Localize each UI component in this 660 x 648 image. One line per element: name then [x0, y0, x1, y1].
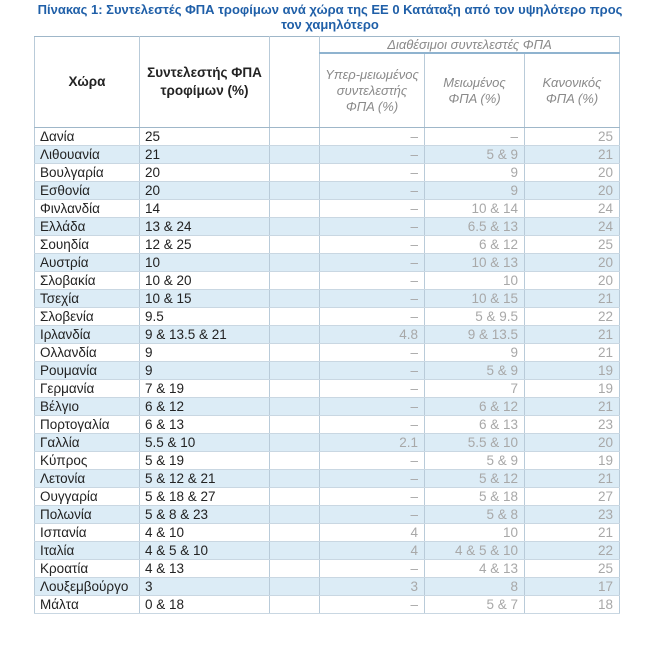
standard-cell: 19: [525, 362, 620, 380]
super-reduced-cell: –: [320, 272, 425, 290]
super-reduced-cell: –: [320, 308, 425, 326]
reduced-cell: 10 & 15: [425, 290, 525, 308]
super-reduced-cell: 4: [320, 524, 425, 542]
caption-line-1: Πίνακας 1: Συντελεστές ΦΠΑ τροφίμων ανά χώρα της ΕΕ 0 Κατάταξη από τον υψηλότερο προς: [37, 2, 623, 17]
country-cell: Βουλγαρία: [35, 164, 140, 182]
table-row: [35, 326, 620, 344]
super-reduced-cell: –: [320, 380, 425, 398]
food-rate-cell: 10 & 20: [140, 272, 270, 290]
food-rate-cell: 6 & 12: [140, 398, 270, 416]
spacer-cell: [270, 596, 320, 614]
spacer-cell: [270, 344, 320, 362]
country-cell: Ελλάδα: [35, 218, 140, 236]
food-rate-cell: 6 & 13: [140, 416, 270, 434]
super-reduced-cell: 4.8: [320, 326, 425, 344]
country-cell: Ιρλανδία: [35, 326, 140, 344]
reduced-cell: 6 & 13: [425, 416, 525, 434]
country-cell: Πορτογαλία: [35, 416, 140, 434]
reduced-cell: 9: [425, 182, 525, 200]
food-rate-cell: 9 & 13.5 & 21: [140, 326, 270, 344]
food-rate-cell: 3: [140, 578, 270, 596]
spacer-cell: [270, 470, 320, 488]
header-super-reduced: Υπερ-μειωμένος συντελεστής ΦΠΑ (%): [320, 53, 425, 127]
reduced-cell: 5 & 9: [425, 362, 525, 380]
table-row: [35, 344, 620, 362]
spacer-cell: [270, 434, 320, 452]
food-rate-cell: 10: [140, 254, 270, 272]
super-reduced-cell: –: [320, 146, 425, 164]
standard-cell: 25: [525, 128, 620, 146]
header-standard: Κανονικός ΦΠΑ (%): [525, 53, 620, 127]
spacer-cell: [270, 290, 320, 308]
super-reduced-cell: –: [320, 452, 425, 470]
spacer-cell: [270, 308, 320, 326]
super-reduced-cell: –: [320, 254, 425, 272]
header-available-rates: Διαθέσιμοι συντελεστές ΦΠΑ: [320, 37, 620, 54]
standard-cell: 21: [525, 146, 620, 164]
spacer-cell: [270, 254, 320, 272]
table-row: [35, 290, 620, 308]
super-reduced-cell: –: [320, 290, 425, 308]
food-rate-cell: 7 & 19: [140, 380, 270, 398]
standard-cell: 21: [525, 398, 620, 416]
spacer-cell: [270, 164, 320, 182]
food-rate-cell: 5 & 19: [140, 452, 270, 470]
spacer-cell: [270, 452, 320, 470]
country-cell: Ολλανδία: [35, 344, 140, 362]
country-cell: Φινλανδία: [35, 200, 140, 218]
food-rate-cell: 4 & 13: [140, 560, 270, 578]
standard-cell: 22: [525, 542, 620, 560]
spacer-cell: [270, 578, 320, 596]
food-rate-cell: 25: [140, 128, 270, 146]
reduced-cell: 4 & 13: [425, 560, 525, 578]
table-row: [35, 524, 620, 542]
table-row: [35, 542, 620, 560]
food-rate-cell: 21: [140, 146, 270, 164]
table-row: [35, 308, 620, 326]
food-rate-cell: 20: [140, 182, 270, 200]
spacer-cell: [270, 236, 320, 254]
spacer-cell: [270, 146, 320, 164]
reduced-cell: 8: [425, 578, 525, 596]
table-row: [35, 578, 620, 596]
standard-cell: 19: [525, 380, 620, 398]
country-cell: Δανία: [35, 128, 140, 146]
food-rate-cell: 5 & 18 & 27: [140, 488, 270, 506]
reduced-cell: –: [425, 128, 525, 146]
reduced-cell: 10: [425, 524, 525, 542]
table-row: [35, 596, 620, 614]
country-cell: Ισπανία: [35, 524, 140, 542]
standard-cell: 25: [525, 236, 620, 254]
header-country: Χώρα: [35, 37, 140, 128]
table-body: [35, 128, 620, 614]
country-cell: Εσθονία: [35, 182, 140, 200]
food-rate-cell: 9: [140, 344, 270, 362]
table-row: [35, 272, 620, 290]
table-row: [35, 200, 620, 218]
standard-cell: 20: [525, 182, 620, 200]
super-reduced-cell: –: [320, 236, 425, 254]
table-row: [35, 380, 620, 398]
country-cell: Κύπρος: [35, 452, 140, 470]
header-food-rate: Συντελεστής ΦΠΑ τροφίμων (%): [140, 37, 270, 128]
super-reduced-cell: 4: [320, 542, 425, 560]
spacer-cell: [270, 416, 320, 434]
super-reduced-cell: –: [320, 344, 425, 362]
reduced-cell: 5 & 9.5: [425, 308, 525, 326]
standard-cell: 23: [525, 416, 620, 434]
reduced-cell: 10 & 13: [425, 254, 525, 272]
reduced-cell: 5 & 12: [425, 470, 525, 488]
table-row: [35, 470, 620, 488]
table-row: [35, 254, 620, 272]
country-cell: Τσεχία: [35, 290, 140, 308]
super-reduced-cell: –: [320, 416, 425, 434]
country-cell: Ουγγαρία: [35, 488, 140, 506]
vat-rates-table: [34, 36, 620, 614]
spacer-cell: [270, 560, 320, 578]
country-cell: Λετονία: [35, 470, 140, 488]
super-reduced-cell: –: [320, 218, 425, 236]
table-row: [35, 128, 620, 146]
table-row: [35, 416, 620, 434]
food-rate-cell: 4 & 10: [140, 524, 270, 542]
food-rate-cell: 9: [140, 362, 270, 380]
food-rate-cell: 20: [140, 164, 270, 182]
country-cell: Σουηδία: [35, 236, 140, 254]
standard-cell: 24: [525, 200, 620, 218]
super-reduced-cell: –: [320, 398, 425, 416]
spacer-cell: [270, 182, 320, 200]
food-rate-cell: 5 & 8 & 23: [140, 506, 270, 524]
table-row: [35, 560, 620, 578]
country-cell: Σλοβακία: [35, 272, 140, 290]
reduced-cell: 9: [425, 344, 525, 362]
food-rate-cell: 9.5: [140, 308, 270, 326]
reduced-cell: 6.5 & 13: [425, 218, 525, 236]
country-cell: Μάλτα: [35, 596, 140, 614]
standard-cell: 21: [525, 524, 620, 542]
standard-cell: 21: [525, 290, 620, 308]
super-reduced-cell: –: [320, 470, 425, 488]
standard-cell: 21: [525, 470, 620, 488]
table-row: [35, 452, 620, 470]
spacer-cell: [270, 488, 320, 506]
food-rate-cell: 5 & 12 & 21: [140, 470, 270, 488]
country-cell: Κροατία: [35, 560, 140, 578]
super-reduced-cell: 2.1: [320, 434, 425, 452]
reduced-cell: 9: [425, 164, 525, 182]
standard-cell: 21: [525, 344, 620, 362]
spacer-cell: [270, 398, 320, 416]
country-cell: Γαλλία: [35, 434, 140, 452]
reduced-cell: 4 & 5 & 10: [425, 542, 525, 560]
super-reduced-cell: –: [320, 596, 425, 614]
country-cell: Λιθουανία: [35, 146, 140, 164]
standard-cell: 22: [525, 308, 620, 326]
reduced-cell: 5 & 9: [425, 146, 525, 164]
super-reduced-cell: –: [320, 560, 425, 578]
header-spacer: [270, 37, 320, 128]
standard-cell: 18: [525, 596, 620, 614]
standard-cell: 21: [525, 326, 620, 344]
food-rate-cell: 4 & 5 & 10: [140, 542, 270, 560]
table-row: [35, 236, 620, 254]
reduced-cell: 5 & 7: [425, 596, 525, 614]
table-row: [35, 182, 620, 200]
standard-cell: 20: [525, 272, 620, 290]
reduced-cell: 9 & 13.5: [425, 326, 525, 344]
reduced-cell: 10: [425, 272, 525, 290]
super-reduced-cell: –: [320, 200, 425, 218]
super-reduced-cell: –: [320, 488, 425, 506]
spacer-cell: [270, 524, 320, 542]
standard-cell: 19: [525, 452, 620, 470]
country-cell: Βέλγιο: [35, 398, 140, 416]
spacer-cell: [270, 362, 320, 380]
food-rate-cell: 14: [140, 200, 270, 218]
reduced-cell: 7: [425, 380, 525, 398]
table-row: [35, 164, 620, 182]
standard-cell: 17: [525, 578, 620, 596]
super-reduced-cell: –: [320, 128, 425, 146]
reduced-cell: 5 & 8: [425, 506, 525, 524]
reduced-cell: 10 & 14: [425, 200, 525, 218]
super-reduced-cell: –: [320, 164, 425, 182]
spacer-cell: [270, 272, 320, 290]
header-reduced: Μειωμένος ΦΠΑ (%): [425, 53, 525, 127]
standard-cell: 20: [525, 164, 620, 182]
food-rate-cell: 13 & 24: [140, 218, 270, 236]
reduced-cell: 6 & 12: [425, 398, 525, 416]
standard-cell: 20: [525, 434, 620, 452]
super-reduced-cell: –: [320, 506, 425, 524]
table-header: [35, 37, 620, 128]
spacer-cell: [270, 380, 320, 398]
spacer-cell: [270, 218, 320, 236]
reduced-cell: 5.5 & 10: [425, 434, 525, 452]
country-cell: Ρουμανία: [35, 362, 140, 380]
country-cell: Λουξεμβούργο: [35, 578, 140, 596]
table-row: [35, 362, 620, 380]
standard-cell: 23: [525, 506, 620, 524]
spacer-cell: [270, 506, 320, 524]
table-row: [35, 434, 620, 452]
standard-cell: 20: [525, 254, 620, 272]
caption-line-2: τον χαμηλότερο: [281, 17, 379, 32]
spacer-cell: [270, 542, 320, 560]
standard-cell: 27: [525, 488, 620, 506]
super-reduced-cell: –: [320, 362, 425, 380]
food-rate-cell: 10 & 15: [140, 290, 270, 308]
food-rate-cell: 5.5 & 10: [140, 434, 270, 452]
country-cell: Αυστρία: [35, 254, 140, 272]
food-rate-cell: 0 & 18: [140, 596, 270, 614]
table-row: [35, 218, 620, 236]
standard-cell: 25: [525, 560, 620, 578]
country-cell: Σλοβενία: [35, 308, 140, 326]
table-row: [35, 506, 620, 524]
super-reduced-cell: –: [320, 182, 425, 200]
country-cell: Ιταλία: [35, 542, 140, 560]
table-row: [35, 488, 620, 506]
country-cell: Πολωνία: [35, 506, 140, 524]
spacer-cell: [270, 200, 320, 218]
spacer-cell: [270, 128, 320, 146]
table-row: [35, 146, 620, 164]
spacer-cell: [270, 326, 320, 344]
standard-cell: 24: [525, 218, 620, 236]
reduced-cell: 5 & 18: [425, 488, 525, 506]
country-cell: Γερμανία: [35, 380, 140, 398]
reduced-cell: 5 & 9: [425, 452, 525, 470]
table-caption: [0, 2, 660, 32]
table-row: [35, 398, 620, 416]
reduced-cell: 6 & 12: [425, 236, 525, 254]
super-reduced-cell: 3: [320, 578, 425, 596]
food-rate-cell: 12 & 25: [140, 236, 270, 254]
